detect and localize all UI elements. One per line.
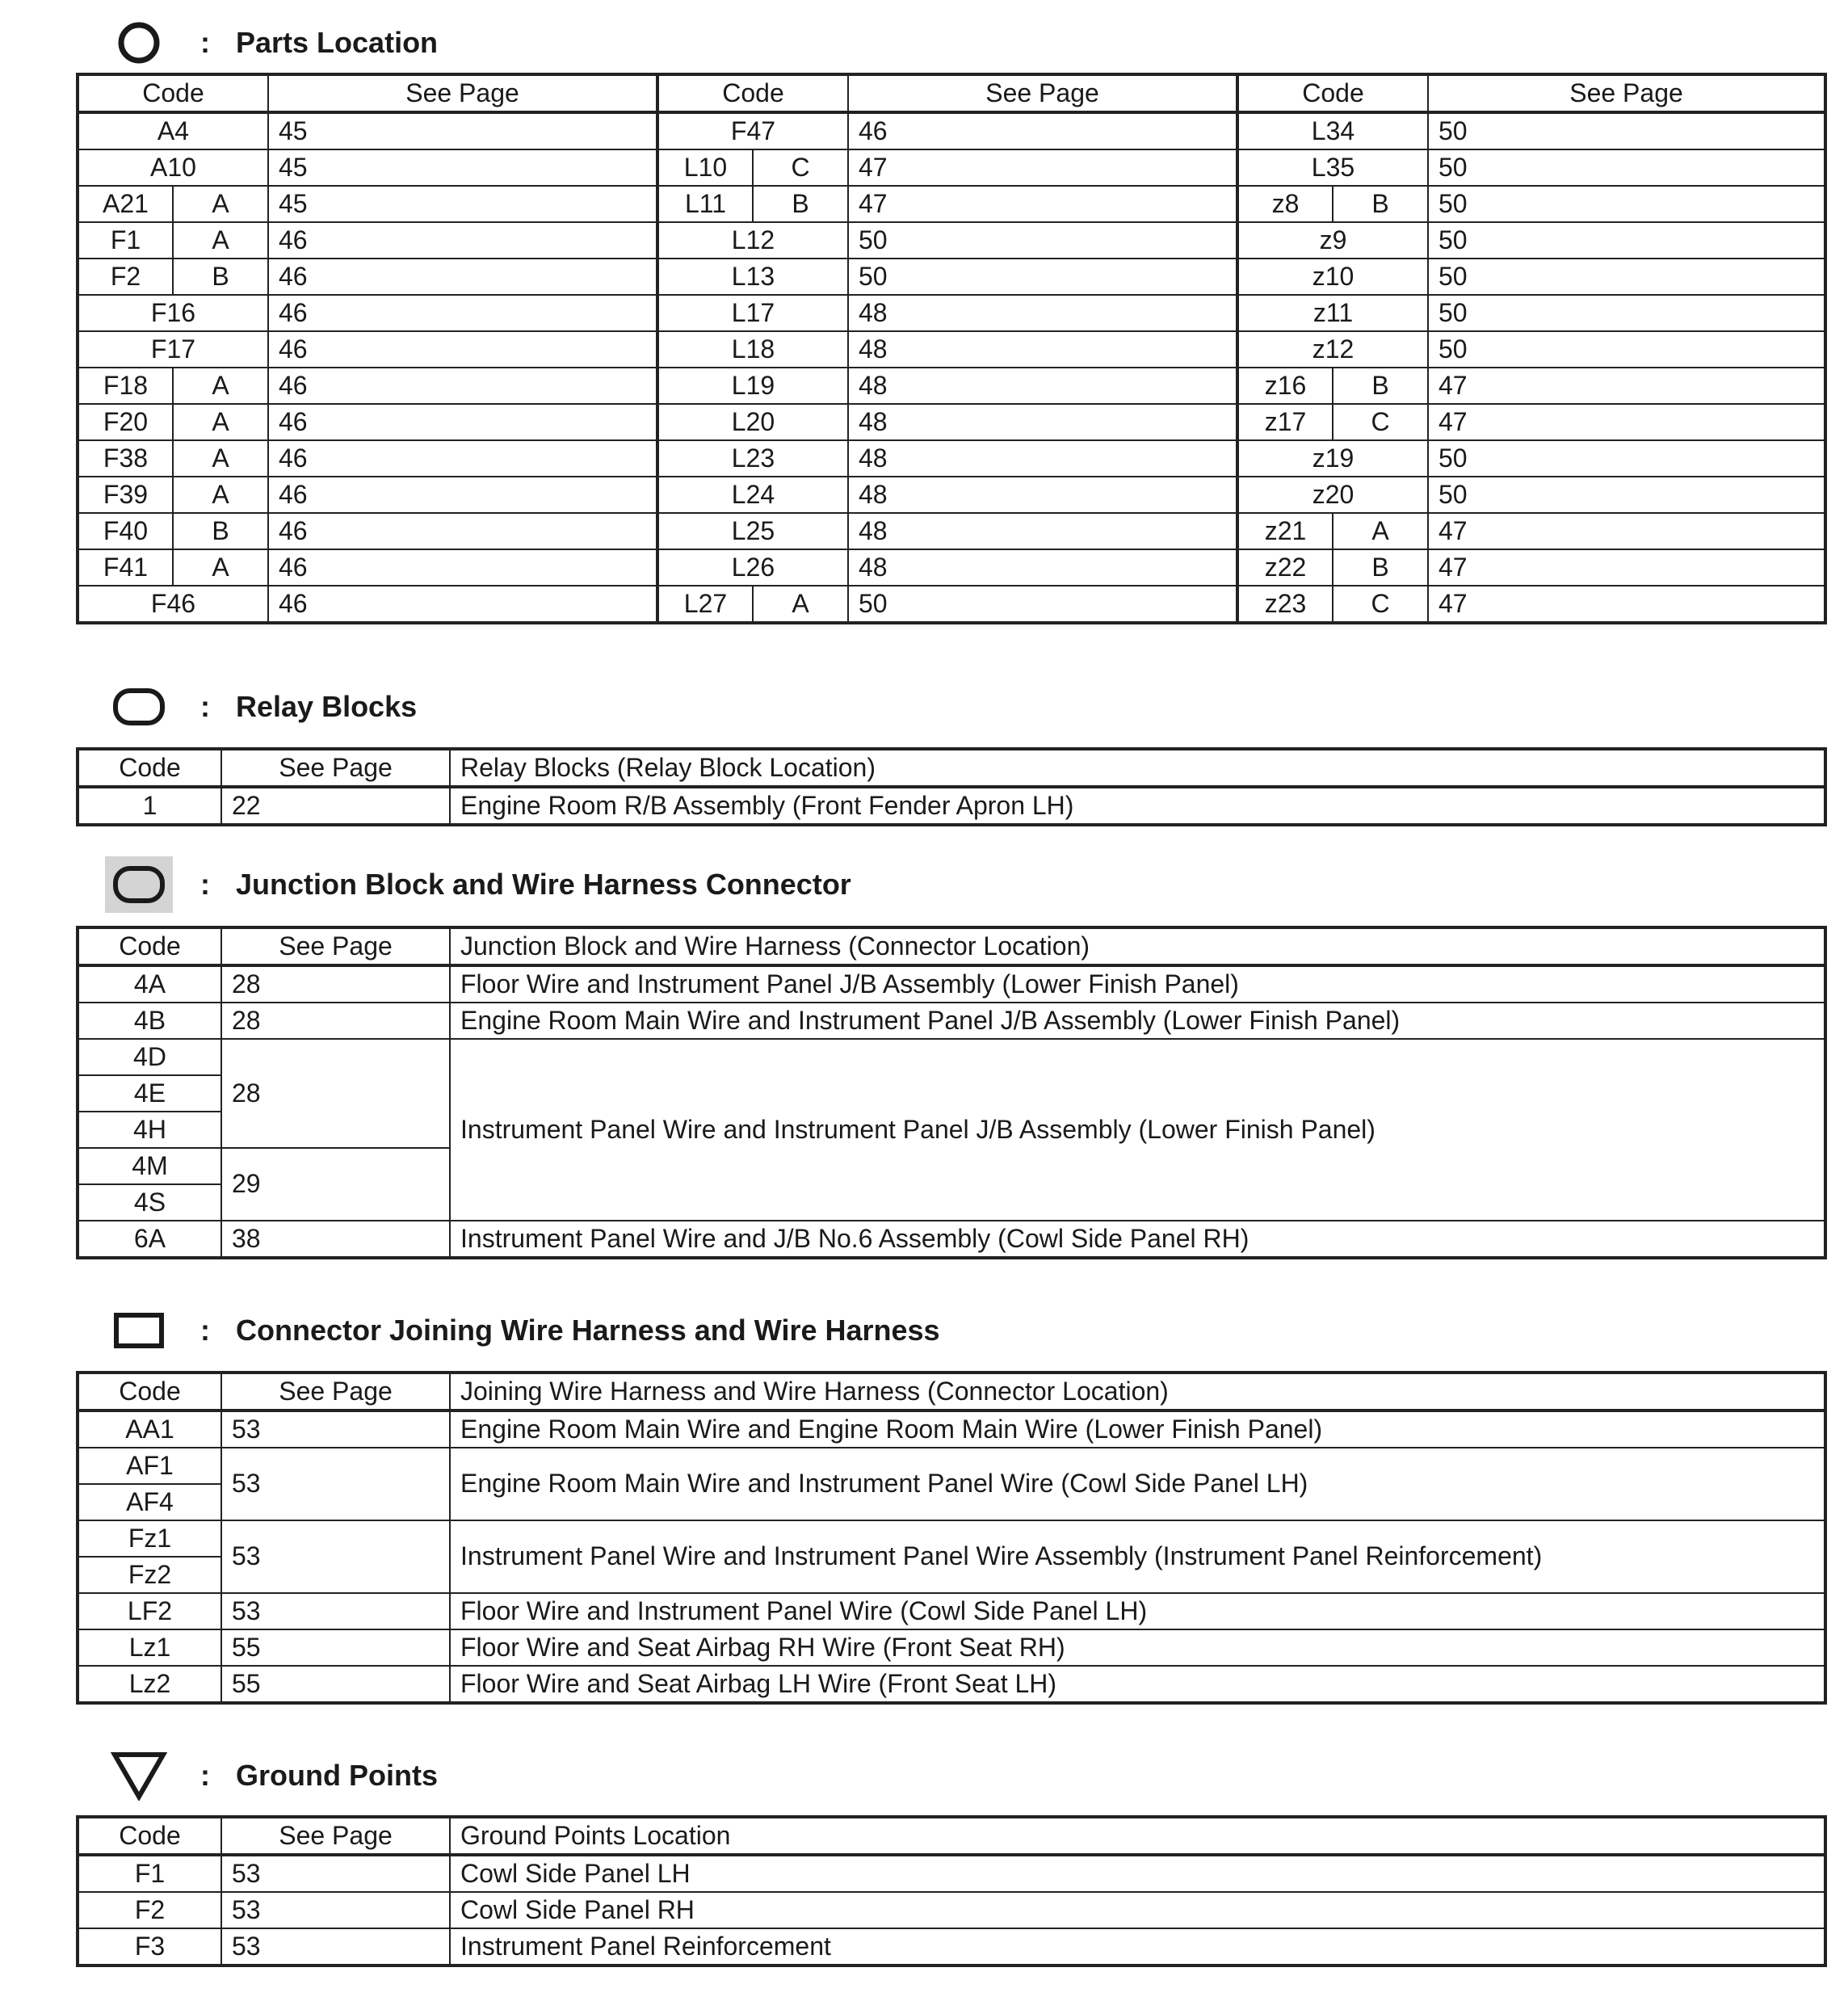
see-page-cell: 28 — [221, 965, 450, 1003]
code-cell: LF2 — [78, 1593, 221, 1629]
table-header-row — [78, 1373, 1825, 1411]
table-row — [78, 1448, 1825, 1484]
location-cell: Floor Wire and Seat Airbag RH Wire (Front Seat RH) — [450, 1629, 1825, 1666]
see-page-cell: 53 — [221, 1593, 450, 1629]
part-code-cell: L12 — [657, 222, 848, 259]
code-cell: 4H — [78, 1112, 221, 1148]
table-header-row — [78, 74, 1825, 112]
table-row — [78, 112, 1825, 149]
part-sub-code-cell: A — [173, 477, 268, 513]
ground-points-header — [105, 1747, 438, 1804]
table-row — [78, 1411, 1825, 1448]
code-cell: AF4 — [78, 1484, 221, 1520]
table-row — [78, 1221, 1825, 1258]
code-cell: Lz2 — [78, 1666, 221, 1703]
code-cell: AF1 — [78, 1448, 221, 1484]
table-row — [78, 222, 1825, 259]
parts-location-header — [105, 15, 438, 71]
location-cell: Instrument Panel Wire and Instrument Panel J/B Assembly (Lower Finish Panel) — [450, 1039, 1825, 1221]
see-page-cell: 48 — [848, 404, 1237, 440]
see-page-cell: 50 — [1428, 222, 1825, 259]
table-row — [78, 1666, 1825, 1703]
table-row — [78, 1892, 1825, 1928]
section-title: Junction Block and Wire Harness Connector — [236, 868, 851, 901]
part-code-cell: F16 — [78, 295, 268, 331]
column-header-code: Code — [657, 74, 848, 112]
see-page-cell: 47 — [1428, 404, 1825, 440]
see-page-cell: 46 — [268, 404, 657, 440]
triangle-down-icon — [105, 1747, 173, 1804]
table-header-row — [78, 1817, 1825, 1855]
part-code-cell: L10 — [657, 149, 753, 186]
see-page-cell: 50 — [1428, 112, 1825, 149]
table-row — [78, 586, 1825, 623]
table-row — [78, 549, 1825, 586]
code-cell: 6A — [78, 1221, 221, 1258]
code-cell: 4D — [78, 1039, 221, 1075]
see-page-cell: 50 — [1428, 186, 1825, 222]
junction-block-table — [76, 926, 1827, 1259]
connector-joining-header — [105, 1302, 940, 1359]
code-cell: 4A — [78, 965, 221, 1003]
see-page-cell: 46 — [268, 295, 657, 331]
see-page-cell: 47 — [1428, 549, 1825, 586]
see-page-cell: 53 — [221, 1855, 450, 1892]
part-code-cell: L25 — [657, 513, 848, 549]
code-cell: Fz2 — [78, 1557, 221, 1593]
see-page-cell: 45 — [268, 149, 657, 186]
code-cell: 4B — [78, 1003, 221, 1039]
part-sub-code-cell: A — [173, 404, 268, 440]
see-page-cell: 53 — [221, 1892, 450, 1928]
part-code-cell: L19 — [657, 368, 848, 404]
location-cell: Floor Wire and Seat Airbag LH Wire (Front Seat LH) — [450, 1666, 1825, 1703]
part-code-cell: L35 — [1237, 149, 1428, 186]
see-page-cell: 48 — [848, 331, 1237, 368]
see-page-cell: 22 — [221, 787, 450, 825]
part-code-cell: z17 — [1237, 404, 1333, 440]
see-page-cell: 38 — [221, 1221, 450, 1258]
column-header-location: Ground Points Location — [450, 1817, 1825, 1855]
column-header-code: Code — [1237, 74, 1428, 112]
part-code-cell: F40 — [78, 513, 173, 549]
table-row — [78, 1855, 1825, 1892]
column-header-code: Code — [78, 927, 221, 965]
see-page-cell: 53 — [221, 1411, 450, 1448]
part-code-cell: z20 — [1237, 477, 1428, 513]
see-page-cell: 46 — [268, 368, 657, 404]
rectangle-icon — [105, 1302, 173, 1359]
part-code-cell: F46 — [78, 586, 268, 623]
part-sub-code-cell: B — [173, 259, 268, 295]
column-header-location: Joining Wire Harness and Wire Harness (Connector Location) — [450, 1373, 1825, 1411]
part-code-cell: L34 — [1237, 112, 1428, 149]
table-row — [78, 477, 1825, 513]
table-header-row — [78, 927, 1825, 965]
section-colon: : — [200, 868, 210, 901]
part-sub-code-cell: A — [753, 586, 848, 623]
location-cell: Floor Wire and Instrument Panel Wire (Cowl Side Panel LH) — [450, 1593, 1825, 1629]
location-cell: Instrument Panel Wire and J/B No.6 Assembly (Cowl Side Panel RH) — [450, 1221, 1825, 1258]
column-header-see-page: See Page — [268, 74, 657, 112]
see-page-cell: 29 — [221, 1148, 450, 1221]
see-page-cell: 50 — [1428, 295, 1825, 331]
column-header-see-page: See Page — [221, 749, 450, 787]
column-header-see-page: See Page — [221, 927, 450, 965]
column-header-see-page: See Page — [221, 1373, 450, 1411]
part-sub-code-cell: C — [1333, 586, 1428, 623]
location-cell: Instrument Panel Wire and Instrument Panel Wire Assembly (Instrument Panel Reinforcement) — [450, 1520, 1825, 1593]
part-code-cell: F2 — [78, 259, 173, 295]
part-code-cell: F41 — [78, 549, 173, 586]
part-code-cell: z19 — [1237, 440, 1428, 477]
part-sub-code-cell: A — [173, 368, 268, 404]
see-page-cell: 48 — [848, 477, 1237, 513]
part-code-cell: L18 — [657, 331, 848, 368]
part-code-cell: z10 — [1237, 259, 1428, 295]
see-page-cell: 48 — [848, 549, 1237, 586]
section-colon: : — [200, 690, 210, 723]
column-header-see-page: See Page — [848, 74, 1237, 112]
location-cell: Instrument Panel Reinforcement — [450, 1928, 1825, 1965]
part-sub-code-cell: B — [753, 186, 848, 222]
see-page-cell: 48 — [848, 368, 1237, 404]
see-page-cell: 46 — [268, 331, 657, 368]
see-page-cell: 47 — [1428, 586, 1825, 623]
section-colon: : — [200, 26, 210, 59]
table-row — [78, 787, 1825, 825]
section-title: Connector Joining Wire Harness and Wire Harness — [236, 1314, 940, 1347]
column-header-see-page: See Page — [1428, 74, 1825, 112]
table-row — [78, 440, 1825, 477]
section-title: Ground Points — [236, 1759, 438, 1792]
code-cell: Lz1 — [78, 1629, 221, 1666]
part-code-cell: z16 — [1237, 368, 1333, 404]
part-sub-code-cell: B — [1333, 186, 1428, 222]
part-code-cell: A10 — [78, 149, 268, 186]
see-page-cell: 50 — [1428, 331, 1825, 368]
see-page-cell: 53 — [221, 1520, 450, 1593]
see-page-cell: 46 — [268, 440, 657, 477]
location-cell: Engine Room Main Wire and Instrument Panel J/B Assembly (Lower Finish Panel) — [450, 1003, 1825, 1039]
part-code-cell: L13 — [657, 259, 848, 295]
table-row — [78, 1928, 1825, 1965]
see-page-cell: 46 — [268, 259, 657, 295]
part-code-cell: L23 — [657, 440, 848, 477]
location-cell: Cowl Side Panel LH — [450, 1855, 1825, 1892]
see-page-cell: 55 — [221, 1629, 450, 1666]
part-sub-code-cell: C — [1333, 404, 1428, 440]
see-page-cell: 28 — [221, 1003, 450, 1039]
table-row — [78, 1629, 1825, 1666]
code-cell: F3 — [78, 1928, 221, 1965]
code-cell: 4M — [78, 1148, 221, 1184]
column-header-code: Code — [78, 74, 268, 112]
table-row — [78, 368, 1825, 404]
see-page-cell: 46 — [268, 586, 657, 623]
column-header-see-page: See Page — [221, 1817, 450, 1855]
part-code-cell: z23 — [1237, 586, 1333, 623]
part-sub-code-cell: A — [173, 549, 268, 586]
part-code-cell: F38 — [78, 440, 173, 477]
see-page-cell: 50 — [1428, 477, 1825, 513]
ground-points-table — [76, 1815, 1827, 1967]
see-page-cell: 46 — [268, 549, 657, 586]
see-page-cell: 50 — [1428, 149, 1825, 186]
part-code-cell: A21 — [78, 186, 173, 222]
table-row — [78, 404, 1825, 440]
column-header-code: Code — [78, 1817, 221, 1855]
see-page-cell: 47 — [1428, 513, 1825, 549]
connector-joining-table — [76, 1371, 1827, 1705]
part-code-cell: A4 — [78, 112, 268, 149]
part-code-cell: z8 — [1237, 186, 1333, 222]
relay-blocks-header — [105, 679, 417, 735]
see-page-cell: 48 — [848, 513, 1237, 549]
see-page-cell: 50 — [848, 259, 1237, 295]
code-cell: Fz1 — [78, 1520, 221, 1557]
part-sub-code-cell: A — [173, 440, 268, 477]
part-code-cell: F18 — [78, 368, 173, 404]
table-row — [78, 186, 1825, 222]
shaded-rounded-rect-icon — [105, 856, 173, 913]
part-code-cell: z12 — [1237, 331, 1428, 368]
part-sub-code-cell: B — [1333, 549, 1428, 586]
parts-location-table — [76, 73, 1827, 624]
see-page-cell: 45 — [268, 186, 657, 222]
part-sub-code-cell: C — [753, 149, 848, 186]
code-cell: F1 — [78, 1855, 221, 1892]
part-code-cell: L26 — [657, 549, 848, 586]
table-row — [78, 513, 1825, 549]
relay-blocks-table — [76, 747, 1827, 826]
table-row — [78, 259, 1825, 295]
column-header-code: Code — [78, 1373, 221, 1411]
part-code-cell: z9 — [1237, 222, 1428, 259]
section-colon: : — [200, 1314, 210, 1347]
part-code-cell: F1 — [78, 222, 173, 259]
section-title: Relay Blocks — [236, 690, 418, 723]
part-code-cell: F47 — [657, 112, 848, 149]
location-cell: Cowl Side Panel RH — [450, 1892, 1825, 1928]
see-page-cell: 53 — [221, 1928, 450, 1965]
part-code-cell: F20 — [78, 404, 173, 440]
code-cell: F2 — [78, 1892, 221, 1928]
column-header-location: Relay Blocks (Relay Block Location) — [450, 749, 1825, 787]
see-page-cell: 50 — [848, 586, 1237, 623]
location-cell: Floor Wire and Instrument Panel J/B Assembly (Lower Finish Panel) — [450, 965, 1825, 1003]
part-code-cell: z21 — [1237, 513, 1333, 549]
part-code-cell: L17 — [657, 295, 848, 331]
part-code-cell: z22 — [1237, 549, 1333, 586]
table-header-row — [78, 749, 1825, 787]
part-sub-code-cell: B — [1333, 368, 1428, 404]
see-page-cell: 48 — [848, 295, 1237, 331]
see-page-cell: 50 — [848, 222, 1237, 259]
see-page-cell: 46 — [268, 477, 657, 513]
see-page-cell: 47 — [1428, 368, 1825, 404]
rounded-rect-icon — [105, 679, 173, 735]
see-page-cell: 46 — [268, 513, 657, 549]
part-code-cell: L24 — [657, 477, 848, 513]
part-code-cell: F17 — [78, 331, 268, 368]
table-row — [78, 965, 1825, 1003]
see-page-cell: 53 — [221, 1448, 450, 1520]
table-row — [78, 1593, 1825, 1629]
see-page-cell: 47 — [848, 149, 1237, 186]
table-row — [78, 331, 1825, 368]
part-code-cell: L27 — [657, 586, 753, 623]
code-cell: 4S — [78, 1184, 221, 1221]
see-page-cell: 28 — [221, 1039, 450, 1148]
see-page-cell: 46 — [848, 112, 1237, 149]
location-cell: Engine Room Main Wire and Instrument Panel Wire (Cowl Side Panel LH) — [450, 1448, 1825, 1520]
code-cell: 4E — [78, 1075, 221, 1112]
location-cell: Engine Room R/B Assembly (Front Fender Apron LH) — [450, 787, 1825, 825]
see-page-cell: 48 — [848, 440, 1237, 477]
see-page-cell: 55 — [221, 1666, 450, 1703]
location-cell: Engine Room Main Wire and Engine Room Main Wire (Lower Finish Panel) — [450, 1411, 1825, 1448]
part-code-cell: L11 — [657, 186, 753, 222]
table-row — [78, 1520, 1825, 1557]
table-row — [78, 149, 1825, 186]
see-page-cell: 50 — [1428, 259, 1825, 295]
part-code-cell: L20 — [657, 404, 848, 440]
part-code-cell: z11 — [1237, 295, 1428, 331]
table-row — [78, 1039, 1825, 1075]
part-sub-code-cell: A — [173, 222, 268, 259]
see-page-cell: 47 — [848, 186, 1237, 222]
see-page-cell: 50 — [1428, 440, 1825, 477]
see-page-cell: 45 — [268, 112, 657, 149]
part-sub-code-cell: A — [173, 186, 268, 222]
part-sub-code-cell: B — [173, 513, 268, 549]
see-page-cell: 46 — [268, 222, 657, 259]
part-sub-code-cell: A — [1333, 513, 1428, 549]
code-cell: AA1 — [78, 1411, 221, 1448]
table-row — [78, 295, 1825, 331]
section-colon: : — [200, 1759, 210, 1792]
junction-block-header — [105, 856, 851, 913]
code-cell: 1 — [78, 787, 221, 825]
section-title: Parts Location — [236, 26, 439, 59]
table-row — [78, 1003, 1825, 1039]
column-header-location: Junction Block and Wire Harness (Connector Location) — [450, 927, 1825, 965]
circle-icon — [105, 15, 173, 71]
column-header-code: Code — [78, 749, 221, 787]
part-code-cell: F39 — [78, 477, 173, 513]
